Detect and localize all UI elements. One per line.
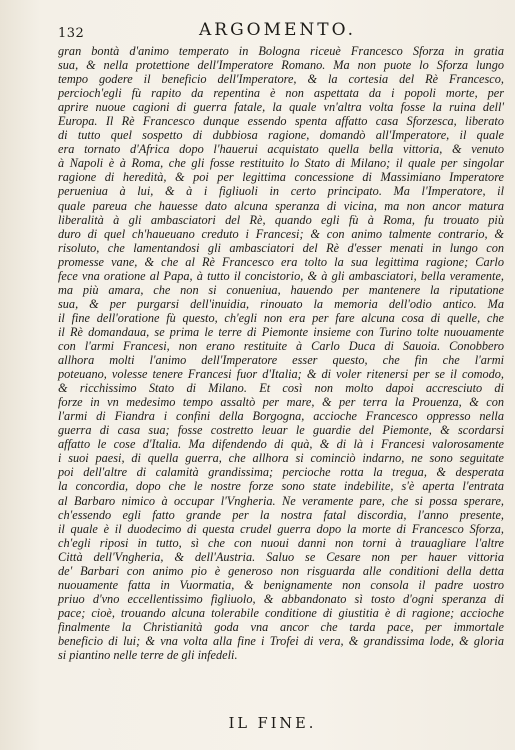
text-line: quale pareua che hauesse dato alcuna speranza di vicina, ma non ancor matura [58,198,504,213]
text-line: il Rè domandaua, se prima le terre di Piemonte insieme con Turino tolte nuouamente [58,324,504,339]
text-line: ch'essendo egli fatto grande per la nostra fatal discordia, l'anno presente, [58,507,504,522]
text-line: priuo d'vno eccellentissimo figliuolo, & abbandonato sì tosto d'ogni speranza di [58,591,504,606]
text-line: con l'armi Francesi, non erano restituite à Carlo Duca di Sauoia. Conobbero [58,338,504,353]
body-text [58,44,504,662]
text-line: forze in vn medesimo tempo assaltò per mare, & per terra la Prouenza, & con [58,395,504,410]
text-line: sua, & per purgarsi dell'inuidia, rinouato la memoria dell'odio antico. Ma [58,296,504,311]
text-line: sua, & nella protettione dell'Imperatore Romano. Ma non puote lo Sforza lungo [58,58,504,73]
text-line: & ricchissimo Stato di Milano. Et così non molto dapoi accresciuto di [58,381,504,396]
text-line: il fine dell'oratione fù questo, ch'egli non era per fare alcuna cosa di quelle, che [58,310,504,325]
text-line: tempo godere il beneficio dell'Imperatore, & la cortesia del Rè Francesco, [58,72,504,87]
text-line: affatto le cose d'Italia. Ma difendendo di quà, & di là i Francesi valorosamente [58,437,504,452]
text-line: duro di quel ch'haueuano creduto i Francesi; & con animo talmente contrario, & [58,226,504,241]
text-line: i suoi paesi, di quella guerra, che allhora si cominciò indarno, ne sono seguitate [58,451,504,466]
text-line: Città dell'Vngheria, & dell'Austria. Saluo se Cesare non per hauer vittoria [58,549,504,564]
text-line: ragione di heredità, & poi per legittima concessione di Massimiano Imperatore [58,170,504,185]
text-line: fece vna oratione al Papa, à tutto il concistorio, & à gli ambasciatori, bella veramente, [58,268,504,283]
text-line: la concordia, dopo che le nostre forze sono state indebilite, s'è aperta l'entrata [58,479,504,494]
text-line: l'armi di Fiandra i confini della Borgogna, accioche Francesco oppresso nella [58,409,504,424]
text-line: gran bontà d'animo temperato in Bologna riceuè Francesco Sforza in gratia [58,44,504,58]
page-number: 132 [58,26,85,41]
text-line: allhora molti l'animo dell'Imperatore esser questo, che fin che l'armi [58,353,504,368]
text-line: di tutto quel sospetto di dubbiosa ragione, domandò all'Imperatore, il quale [58,128,504,143]
text-line: poteuano, volesse tenere Francesi fuor d'Italia; & di voler ritenersi per se il comodo, [58,367,504,382]
text-line: ch'egli riposi in tutto, sì che con nuoui danni non torni à trauagliare l'altre [58,535,504,550]
text-line: ma più amara, che non si conueniua, hauendo per mantenere la riputatione [58,282,504,297]
text-line: beneficio di lui; & vna volta alla fine i Trofei di vera, & grandissima lode, & gloria [58,633,504,648]
text-line: al Barbaro nimico à occupar l'Vngheria. Ne veramente pare, che si possa sperare, [58,493,504,508]
text-line: il quale è il duodecimo di questa crudel guerra dopo la morte di Francesco Sforza, [58,521,504,536]
text-line: guerra di casa sua; fosse costretto leuar le guardie del Piemonte, & scordarsi [58,423,504,438]
running-head: ARGOMENTO. [199,20,356,40]
text-line: finalmente la Christianità goda vna ancor che tarda pace, per immortale [58,619,504,634]
text-line: de' Barbari con animo pio è generoso non risguarda alle conditioni della detta [58,563,504,578]
text-line: risoluto, che lamentandosi gli ambasciatori del Rè d'esser menati in lungo con [58,240,504,255]
text-line: era tornato d'Africa dopo l'hauerui acquistato quella bella vittoria, & venuto [58,142,504,157]
text-line: percioch'egli fù rapito da repentina è non aspettata da i popoli morte, per [58,86,504,101]
text-line: Europa. Il Rè Francesco dunque essendo spenta affatto casa Sforzesca, liberato [58,114,504,129]
text-line: pace; cioè, trouando alcuna tolerabile conditione di giustitia è di ragione; accioche [58,605,504,620]
text-line: si piantino nelle terre de gli infedeli. [58,648,238,663]
text-line: poi dell'altre di calamità grandissima; percioche rotta la tregua, & desperata [58,465,504,480]
text-line: aprire nuoue cagioni di guerra fatale, la quale vn'altra volta fosse la ruina dell' [58,100,504,115]
text-line: promesse vane, & che al Rè Francesco era tolto la sua legittima ragione; Carlo [58,254,504,269]
text-line: nuouamente fatta in Vuormatia, & benignamente non consola il padre uostro [58,577,504,592]
text-line: à Napoli è à Roma, che gli fosse restituito lo Stato di Milano; il quale per singolar [58,156,504,171]
text-line: perueniua à lui, & à i figliuoli in certo principato. Ma l'Imperatore, il [58,184,504,199]
text-line: liberalità à gli ambasciatori del Rè, quando egli fù à Roma, fu trouato più [58,212,504,227]
end-mark: IL FINE. [228,716,317,732]
